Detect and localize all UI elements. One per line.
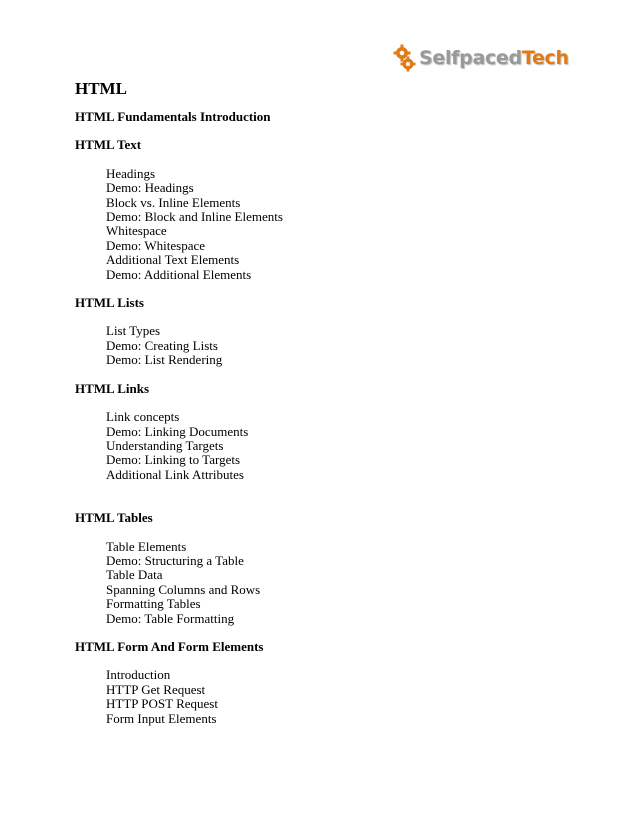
topic-list [75,668,595,726]
list-item: Whitespace [106,223,167,239]
list-item: Formatting Tables [106,596,201,612]
list-item: Headings [106,165,156,181]
section-title: HTML Form And Form Elements [75,638,264,654]
list-item: Demo: Linking Documents [106,423,249,439]
list-item: Additional Text Elements [106,252,240,268]
list-item: HTTP Get Request [106,681,206,697]
topic-list [75,167,595,282]
section-title: HTML Lists [75,295,144,311]
list-item: Introduction [106,667,171,683]
logo-word-selfpaced: Selfpaced [419,47,522,69]
list-item: Demo: Structuring a Table [106,552,244,568]
section-title: HTML Links [75,380,150,396]
list-item: Additional Link Attributes [106,466,244,482]
gears-icon [393,43,417,73]
list-item: Demo: Additional Elements [106,266,252,282]
document-body [75,80,595,726]
topic-list [75,540,595,626]
document-title: HTML [75,79,127,98]
list-item: Form Input Elements [106,710,217,726]
topic-list [75,410,595,482]
list-item: Demo: Table Formatting [106,610,235,626]
list-item: Spanning Columns and Rows [106,581,261,597]
list-item: Demo: List Rendering [106,352,223,368]
section-title: HTML Tables [75,510,153,526]
logo-word-tech: Tech [521,47,569,69]
list-item: HTTP POST Request [106,696,218,712]
list-item: Block vs. Inline Elements [106,194,241,210]
selfpacedtech-logo [393,43,569,73]
topic-list [75,324,595,367]
list-item: Demo: Creating Lists [106,337,218,353]
list-item: Demo: Block and Inline Elements [106,209,283,225]
list-item: Table Data [106,567,163,583]
list-item: Link concepts [106,409,180,425]
list-item: Demo: Whitespace [106,237,206,253]
section-title: HTML Text [75,137,142,153]
list-item: List Types [106,323,161,339]
section-title: HTML Fundamentals Introduction [75,109,271,124]
logo-wordmark [419,47,569,69]
list-item: Demo: Linking to Targets [106,452,241,468]
list-item: Understanding Targets [106,437,224,453]
list-item: Table Elements [106,538,187,554]
list-item: Demo: Headings [106,180,194,196]
